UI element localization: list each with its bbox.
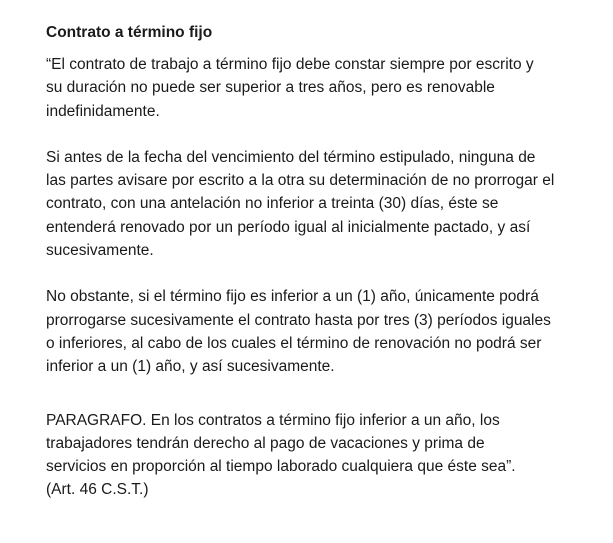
paragraph-paragrafo: PARAGRAFO. En los contratos a término fijo inferior a un año, los trabajadores tendrán derecho al pago de vacaciones y prima de servicios en proporción al tiempo laborado cualquiera que éste sea”. (Art. 46 C.S.T.) [46,411,516,499]
document-title: Contrato a término fijo [46,24,213,41]
paragraph-renewal: Si antes de la fecha del vencimiento del término estipulado, ninguna de las partes avisare por escrito a la otra su determinación de no prorrogar el contrato, con una antelación no inferior a treinta (30) días, éste se entenderá renovado por un período igual al inicialmente pactado, y así sucesivamente. [46,148,555,260]
paragraph-short-term: No obstante, si el término fijo es inferior a un (1) año, únicamente podrá prorrogarse sucesivamente el contrato hasta por tres (3) períodos iguales o inferiores, al cabo de los cuales el término de renovación no podrá ser inferior a un (1) año, y así sucesivamente. [46,288,551,376]
paragraph-duration: “El contrato de trabajo a término fijo debe constar siempre por escrito y su duración no puede ser superior a tres años, pero es renovable indefinidamente. [46,56,534,120]
document-body [46,22,591,502]
